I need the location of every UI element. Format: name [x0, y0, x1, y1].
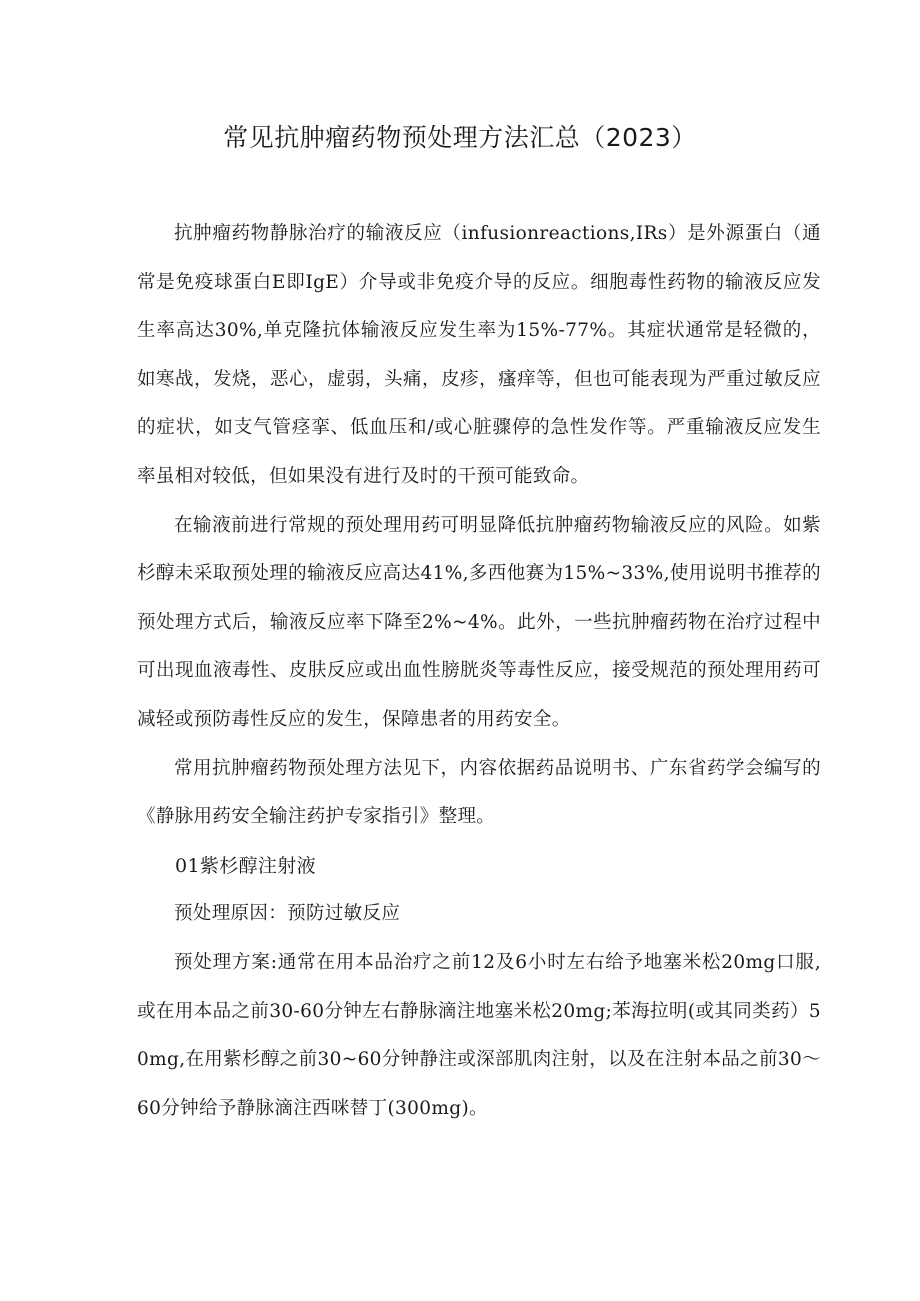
paragraph-intro: 抗肿瘤药物静脉治疗的输液反应（infusionreactions,IRs）是外源蛋白（通常是免疫球蛋白E即IgE）介导或非免疫介导的反应。细胞毒性药物的输液反应发生率高达30%,单克隆抗体输液反应发生率为15%-77%。其症状通常是轻微的，如寒战，发烧，恶心，虚弱，头痛，皮疹，瘙痒等，但也可能表现为严重过敏反应的症状，如支气管痉挛、低血压和/或心脏骤停的急性发作等。严重输液反应发生率虽相对较低，但如果没有进行及时的干预可能致命。 [137, 223, 821, 487]
section-plan: 预处理方案:通常在用本品治疗之前12及6小时左右给予地塞米松20mg口服,或在用本品之前30-60分钟左右静脉滴注地塞米松20mg;苯海拉明(或其同类药）50mg,在用紫杉醇之前30~60分钟静注或深部肌肉注射，以及在注射本品之前30～60分钟给予静脉滴注西咪替丁(300mg)。 [137, 951, 821, 1119]
section-heading-paclitaxel: 01紫杉醇注射液 [175, 854, 316, 877]
section-reason: 预处理原因：预防过敏反应 [174, 903, 401, 925]
document-body [137, 210, 821, 1133]
paragraph-premedication: 在输液前进行常规的预处理用药可明显降低抗肿瘤药物输液反应的风险。如紫杉醇未采取预处理的输液反应高达41%,多西他赛为15%~33%,使用说明书推荐的预处理方式后，输液反应率下降至2%~4%。此外，一些抗肿瘤药物在治疗过程中可出现血液毒性、皮肤反应或出血性膀胱炎等毒性反应，接受规范的预处理用药可减轻或预防毒性反应的发生，保障患者的用药安全。 [137, 514, 821, 730]
paragraph-source: 常用抗肿瘤药物预处理方法见下，内容依据药品说明书、广东省药学会编写的《静脉用药安全输注药护专家指引》整理。 [137, 757, 821, 828]
document-title: 常见抗肿瘤药物预处理方法汇总（2023） [223, 123, 697, 152]
